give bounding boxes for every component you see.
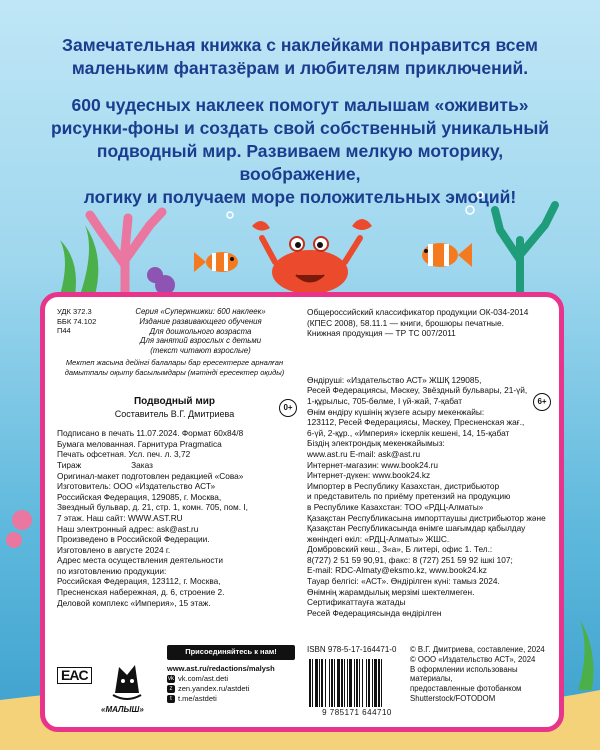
intro-line: маленьким фантазёрам и любителям приключений. <box>71 58 529 78</box>
barcode-bar <box>378 659 380 707</box>
classifier-line: Общероссийский классификатор продукции ОК-034-2014 <box>307 307 529 317</box>
barcode-bar <box>341 659 343 707</box>
kaz-line: Интернет-дүкен: www.book24.kz <box>307 470 431 481</box>
pink-coral <box>90 212 162 295</box>
social-link-telegram[interactable] <box>167 694 295 704</box>
kaz-line: жөніндегі өкіл: «РДЦ-Алматы» ЖШС. <box>307 533 450 544</box>
barcode-bar <box>359 659 360 707</box>
series-line: Для дошкольного возраста <box>149 326 252 336</box>
kaz-line: Ресей Федерациясы, Мәскеу, Звёздный бульвары, 21-үй, <box>307 385 528 396</box>
kaz-note-line: дамытпалы оқыту басылымдары (мәтінді ересектер оқиды) <box>64 367 285 377</box>
print-run-label: Тираж <box>57 459 82 470</box>
pub-line: Подписано в печать 11.07.2024. Формат 60x84/8 <box>57 428 244 439</box>
kaz-line: Біздің электрондық мекенжайымыз: <box>307 438 445 449</box>
kaz-line: www.ast.ru E-mail: ask@ast.ru <box>307 448 421 459</box>
barcode-bar <box>368 659 370 707</box>
pub-line: Наш электронный адрес: ask@ast.ru <box>57 523 199 534</box>
barcode-bar <box>309 659 311 707</box>
kaz-line: 1-құрылыс, 705-бөлме, I үй-жай, 7-қабат <box>307 395 463 406</box>
pub-line: Российская Федерация, 129085, г. Москва, <box>57 491 222 502</box>
green-coral-right <box>495 205 555 295</box>
pub-line: 7 этаж. Наш сайт: WWW.AST.RU <box>57 512 183 523</box>
order-label: Заказ <box>131 459 153 470</box>
pub-line: Изготовитель: ООО «Издательство АСТ» <box>57 481 216 492</box>
kaz-line: Сертификаттауға жатады <box>307 597 406 608</box>
zen-icon: z <box>167 685 175 693</box>
publisher-site-link[interactable]: www.ast.ru/redactions/malysh <box>167 663 275 673</box>
barcode-bar <box>374 659 377 707</box>
compiler: Составитель В.Г. Дмитриева <box>114 409 235 420</box>
series-line: Для занятий взрослых с детьми <box>139 336 262 346</box>
pub-line: Бумага мелованная. Гарнитура Pragmatica <box>57 438 222 449</box>
kaz-line: и представитель по приёму претензий на продукцию <box>307 491 511 502</box>
join-us-heading: Присоединяйтесь к нам! <box>167 645 295 660</box>
kaz-line: Ресей Федерациясында өндірілген <box>307 607 442 618</box>
kaz-note <box>57 358 292 377</box>
kaz-line: Өнімнің жарамдылық мерзімі шектелмеген. <box>307 586 475 597</box>
print-run-row <box>57 460 292 471</box>
barcode-bar <box>349 659 352 707</box>
bbk-line: ББК 74.102 <box>57 316 97 326</box>
purple-coral <box>147 267 175 295</box>
pub-line: Деловой комплекс «Империя», 15 этаж. <box>57 597 211 608</box>
copyright-line: В оформлении использованы материалы, <box>410 664 518 684</box>
pub-line: Изготовлено в августе 2024 г. <box>57 544 171 555</box>
barcode-bar <box>321 659 323 707</box>
udk-codes <box>57 307 97 336</box>
intro-line: 600 чудесных наклеек помогут малышам «оживить» <box>71 95 529 115</box>
pub-line: Пресненская набережная, д. 6, строение 2. <box>57 587 225 598</box>
pub-line: Российская Федерация, 123112, г. Москва, <box>57 576 221 587</box>
social-link-zen[interactable] <box>167 684 295 694</box>
barcode-bar <box>337 659 340 707</box>
malysh-logo-text: «МАЛЫШ» <box>101 705 144 714</box>
pub-line: Адрес места осуществления деятельности <box>57 555 223 566</box>
barcode-bar <box>329 659 330 707</box>
pub-line: Печать офсетная. Усл. печ. л. 3,72 <box>57 449 191 460</box>
barcode-bar <box>372 659 373 707</box>
copyright-line: предоставленные фотобанком <box>410 684 522 694</box>
intro-line: рисунки-фоны и создать свой собственный уникальный <box>50 118 550 138</box>
pub-line: Оригинал-макет подготовлен редакцией «Сова» <box>57 470 244 481</box>
social-link-text: zen.yandex.ru/astdeti <box>178 684 250 694</box>
barcode <box>307 659 407 707</box>
crab <box>252 219 372 294</box>
social-link-text: vk.com/ast.deti <box>178 674 229 684</box>
barcode-bar <box>331 659 333 707</box>
barcode-bar <box>315 659 318 707</box>
classifier-line: (КПЕС 2008), 58.11.1 — книги, брошюры печатные. <box>307 317 504 328</box>
kaz-note-line: Мектеп жасына дейінгі балалары бар ересектерге арналған <box>65 357 284 367</box>
kaz-line: Импортер в Республику Казахстан, дистрибьютор <box>307 480 500 491</box>
social-block <box>167 645 295 704</box>
barcode-bar <box>334 659 335 707</box>
pub-line: по изготовлению продукции: <box>57 565 167 576</box>
malysh-logo-icon <box>97 653 157 711</box>
isbn-block <box>307 645 407 718</box>
kazakh-imprint <box>307 375 557 619</box>
imprint-right-column <box>307 307 557 618</box>
barcode-bar <box>312 659 313 707</box>
bubbles <box>227 192 483 218</box>
social-link-text: t.me/astdeti <box>178 694 217 704</box>
barcode-bar <box>381 659 382 707</box>
telegram-icon: t <box>167 695 175 703</box>
series-info <box>109 307 292 356</box>
pub-line: Произведено в Российской Федерации. <box>57 534 210 545</box>
series-line: (текст читают взрослые) <box>150 346 251 356</box>
kaz-line: 123112, Ресей Федерациясы, Мәскеу, Пресненская жағ., <box>307 417 525 428</box>
barcode-number: 9 785171 644710 <box>322 707 392 717</box>
series-line: Серия «Суперкнижки: 600 наклеек» <box>135 307 266 316</box>
kaz-line: Домбровский көш., 3«а», Б литері, офис 1. Тел.: <box>307 544 493 555</box>
barcode-bar <box>362 659 363 707</box>
kaz-line: Өндіруші: «Издательство АСТ» ЖШҚ 129085, <box>307 374 482 385</box>
imprint-left-column <box>57 307 292 608</box>
intro-line: подводный мир. Развиваем мелкую моторику, воображение, <box>96 141 504 184</box>
age-rating-badge-right: 6+ <box>533 393 551 411</box>
series-line: Издание развивающего обучения <box>139 316 262 326</box>
bottom-left-block <box>57 645 297 725</box>
kaz-line: Тауар белгісі: «АСТ». Өндірілген күні: тамыз 2024. <box>307 576 500 587</box>
product-classifier <box>307 307 557 339</box>
kaz-line: Қазақстан Республикасында өнімге шағымдар қабылдау <box>307 523 526 534</box>
author-mark: П44 <box>57 326 71 335</box>
eac-mark: EAC <box>57 667 92 684</box>
kaz-line: 6-үй, 2-құр., «Империя» іскерлік кешені, 14, 15-қабат <box>307 427 510 438</box>
copyright-block <box>410 645 560 704</box>
intro-line: логику и получаем море положительных эмоций! <box>83 187 517 207</box>
kaz-line: Қазақстан Республикасына импорттаушы дистрибьютор және <box>307 512 546 523</box>
book-title: Подводный мир <box>133 396 215 408</box>
barcode-bar <box>344 659 345 707</box>
isbn: ISBN 978-5-17-164471-0 <box>307 645 397 654</box>
age-rating-badge: 0+ <box>279 399 297 417</box>
barcode-bar <box>356 659 358 707</box>
kaz-line: E-mail: RDC-Almaty@eksmo.kz, www.book24.kz <box>307 565 487 576</box>
kaz-line: в Республике Казахстан: ТОО «РДЦ-Алматы» <box>307 501 484 512</box>
side-coral-left <box>6 510 32 548</box>
copyright-line: © ООО «Издательство АСТ», 2024 <box>410 654 536 664</box>
kaz-line: Өнім өндіру күшінің жүзеге асыру мекенжайы: <box>307 406 485 417</box>
side-seaweed-right <box>578 620 594 690</box>
publication-info <box>57 428 292 608</box>
barcode-bar <box>366 659 367 707</box>
kaz-line: 8(727) 2 51 59 90,91, факс: 8 (727) 251 59 92 ішкі 107; <box>307 554 513 565</box>
social-link-vk[interactable] <box>167 674 295 684</box>
orange-fish-left <box>194 252 238 272</box>
title-block <box>57 395 292 420</box>
intro-line: Замечательная книжка с наклейками понравится всем <box>62 35 538 55</box>
udk-line: УДК 372.3 <box>57 307 92 316</box>
barcode-bar <box>319 659 320 707</box>
copyright-line: Shutterstock/FOTODOM <box>410 693 496 703</box>
orange-fish-right <box>422 243 472 267</box>
imprint-panel <box>40 292 564 732</box>
classifier-line: Книжная продукция — ТР ТС 007/2011 <box>307 328 456 339</box>
pub-line: Звездный бульвар, д. 21, стр. 1, комн. 705, пом. I, <box>57 502 248 513</box>
kaz-line: Интернет-магазин: www.book24.ru <box>307 459 439 470</box>
vk-icon: vk <box>168 676 174 683</box>
copyright-line: © В.Г. Дмитриева, составление, 2024 <box>410 645 545 654</box>
green-seaweed <box>60 225 98 295</box>
barcode-bar <box>325 659 326 707</box>
barcode-bar <box>347 659 348 707</box>
barcode-bar <box>354 659 355 707</box>
